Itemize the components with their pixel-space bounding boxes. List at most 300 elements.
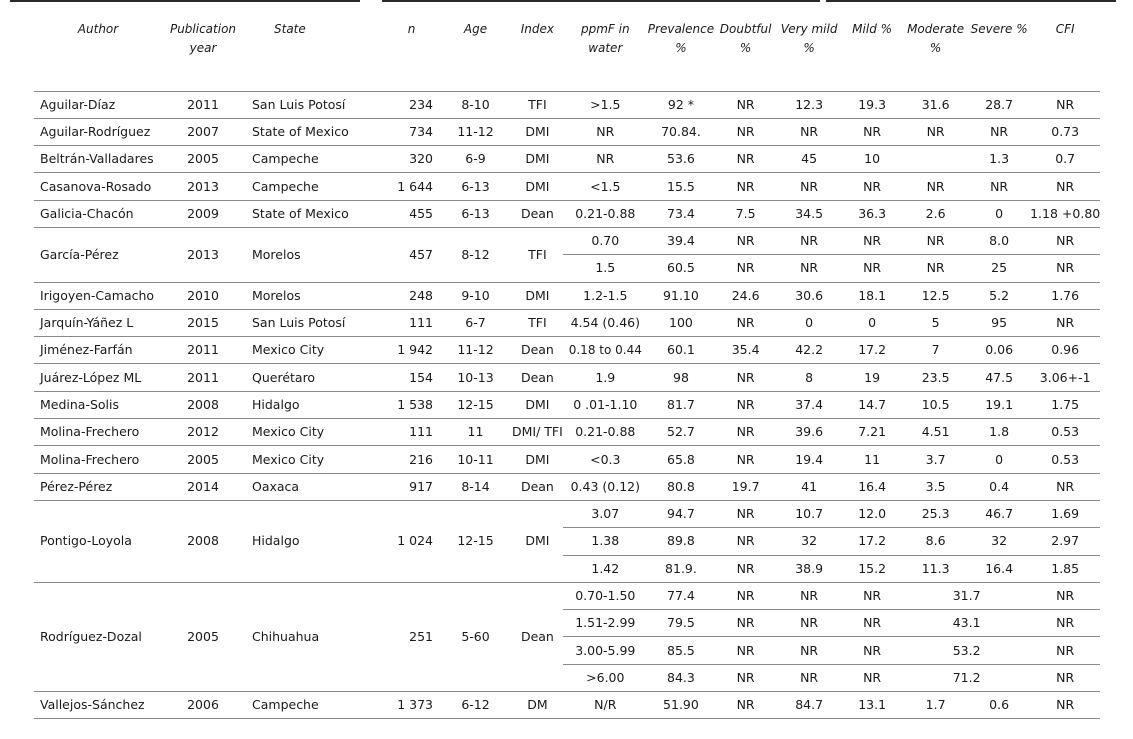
- cell-ppmf: 3.07: [563, 500, 648, 527]
- cell-age: 5-60: [439, 582, 512, 691]
- cell-state: Chihuahua: [244, 582, 384, 691]
- cell-very-mild: NR: [777, 637, 841, 664]
- cell-ppmf: 3.00-5.99: [563, 637, 648, 664]
- cell-prevalence: 52.7: [648, 419, 714, 446]
- cell-n: 251: [384, 582, 439, 691]
- cell-severe: 0.06: [968, 337, 1030, 364]
- cell-prevalence: 92 *: [648, 91, 714, 118]
- cell-cfi: 2.97: [1030, 528, 1100, 555]
- cell-state: San Luis Potosí: [244, 309, 384, 336]
- cell-moderate-severe: 71.2: [903, 664, 1030, 691]
- cell-ppmf: <1.5: [563, 173, 648, 200]
- cell-state: Mexico City: [244, 337, 384, 364]
- cell-mild: 16.4: [841, 473, 903, 500]
- cell-moderate: 23.5: [903, 364, 968, 391]
- cell-age: 10-11: [439, 446, 512, 473]
- cell-year: 2005: [162, 446, 244, 473]
- cell-state: State of Mexico: [244, 200, 384, 227]
- cell-author: Beltrán-Valladares: [34, 146, 162, 173]
- header-very-mild: Very mild %: [780, 22, 838, 55]
- cell-ppmf: NR: [563, 146, 648, 173]
- cell-cfi: NR: [1030, 582, 1100, 609]
- cell-prevalence: 100: [648, 309, 714, 336]
- header-ppmf: ppmF in water: [581, 22, 630, 55]
- cell-moderate: 5: [903, 309, 968, 336]
- table-row: [34, 364, 1100, 391]
- cell-author: Casanova-Rosado: [34, 173, 162, 200]
- cell-n: 248: [384, 282, 439, 309]
- cell-cfi: NR: [1030, 473, 1100, 500]
- cell-index: DM: [512, 692, 563, 719]
- cell-very-mild: 38.9: [777, 555, 841, 582]
- cell-state: Hidalgo: [244, 500, 384, 582]
- cell-very-mild: 0: [777, 309, 841, 336]
- header-prevalence: Prevalence %: [647, 22, 715, 55]
- cell-doubtful: NR: [714, 255, 777, 282]
- cell-author: Aguilar-Rodríguez: [34, 118, 162, 145]
- cell-very-mild: NR: [777, 582, 841, 609]
- cell-prevalence: 79.5: [648, 610, 714, 637]
- header-doubtful: Doubtful %: [719, 22, 772, 55]
- cell-year: 2006: [162, 692, 244, 719]
- table-row: [34, 282, 1100, 309]
- cell-prevalence: 60.5: [648, 255, 714, 282]
- cell-severe: 0: [968, 200, 1030, 227]
- cell-moderate: 25.3: [903, 500, 968, 527]
- cell-ppmf: N/R: [563, 692, 648, 719]
- cell-moderate: NR: [903, 118, 968, 145]
- cell-very-mild: 8: [777, 364, 841, 391]
- cell-ppmf: <0.3: [563, 446, 648, 473]
- cell-state: San Luis Potosí: [244, 91, 384, 118]
- cell-ppmf: 1.9: [563, 364, 648, 391]
- cell-age: 11-12: [439, 337, 512, 364]
- cell-ppmf: 0.43 (0.12): [563, 473, 648, 500]
- cell-very-mild: 19.4: [777, 446, 841, 473]
- cell-author: Jiménez-Farfán: [34, 337, 162, 364]
- cell-very-mild: 10.7: [777, 500, 841, 527]
- table-row: [34, 309, 1100, 336]
- cell-state: Campeche: [244, 173, 384, 200]
- cell-prevalence: 15.5: [648, 173, 714, 200]
- cell-author: Rodríguez-Dozal: [34, 582, 162, 691]
- cell-prevalence: 53.6: [648, 146, 714, 173]
- cell-mild: 0: [841, 309, 903, 336]
- cell-cfi: NR: [1030, 91, 1100, 118]
- table-row: [34, 692, 1100, 719]
- cell-doubtful: NR: [714, 391, 777, 418]
- cell-very-mild: NR: [777, 173, 841, 200]
- table-row: [34, 500, 1100, 527]
- cell-prevalence: 94.7: [648, 500, 714, 527]
- cell-severe: 95: [968, 309, 1030, 336]
- header-row: [34, 10, 1100, 76]
- cell-mild: 14.7: [841, 391, 903, 418]
- cell-mild: NR: [841, 173, 903, 200]
- cell-doubtful: 35.4: [714, 337, 777, 364]
- cell-doubtful: NR: [714, 500, 777, 527]
- cell-year: 2005: [162, 146, 244, 173]
- cell-doubtful: NR: [714, 173, 777, 200]
- cell-doubtful: NR: [714, 309, 777, 336]
- cell-prevalence: 65.8: [648, 446, 714, 473]
- cell-index: DMI/ TFI: [512, 419, 563, 446]
- cell-prevalence: 91.10: [648, 282, 714, 309]
- cell-cfi: NR: [1030, 692, 1100, 719]
- header-cfi: CFI: [1055, 22, 1075, 36]
- table-body: [34, 76, 1100, 719]
- cell-prevalence: 80.8: [648, 473, 714, 500]
- cell-ppmf: 1.42: [563, 555, 648, 582]
- cell-ppmf: 0.70-1.50: [563, 582, 648, 609]
- cell-doubtful: 24.6: [714, 282, 777, 309]
- cell-author: García-Pérez: [34, 227, 162, 282]
- cell-age: 12-15: [439, 500, 512, 582]
- cell-very-mild: 12.3: [777, 91, 841, 118]
- cell-cfi: 1.75: [1030, 391, 1100, 418]
- cell-very-mild: 37.4: [777, 391, 841, 418]
- cell-index: Dean: [512, 582, 563, 691]
- cell-index: DMI: [512, 118, 563, 145]
- cell-moderate: NR: [903, 227, 968, 254]
- header-index: Index: [520, 22, 555, 36]
- cell-severe: 0.6: [968, 692, 1030, 719]
- cell-mild: NR: [841, 637, 903, 664]
- cell-severe: 1.3: [968, 146, 1030, 173]
- cell-year: 2014: [162, 473, 244, 500]
- cell-n: 1 373: [384, 692, 439, 719]
- cell-prevalence: 89.8: [648, 528, 714, 555]
- cell-doubtful: 7.5: [714, 200, 777, 227]
- cell-doubtful: NR: [714, 664, 777, 691]
- cell-cfi: 0.96: [1030, 337, 1100, 364]
- cell-mild: NR: [841, 227, 903, 254]
- cell-index: DMI: [512, 282, 563, 309]
- cell-prevalence: 84.3: [648, 664, 714, 691]
- cell-age: 12-15: [439, 391, 512, 418]
- cell-state: Mexico City: [244, 446, 384, 473]
- cell-index: TFI: [512, 227, 563, 282]
- cell-cfi: 3.06+-1: [1030, 364, 1100, 391]
- cell-moderate-severe: 53.2: [903, 637, 1030, 664]
- cell-mild: 7.21: [841, 419, 903, 446]
- cell-cfi: NR: [1030, 255, 1100, 282]
- spacer-row: [34, 76, 1100, 91]
- cell-very-mild: 39.6: [777, 419, 841, 446]
- cell-severe: NR: [968, 118, 1030, 145]
- cell-index: DMI: [512, 446, 563, 473]
- cell-age: 6-13: [439, 200, 512, 227]
- cell-ppmf: 1.5: [563, 255, 648, 282]
- cell-severe: 5.2: [968, 282, 1030, 309]
- cell-doubtful: NR: [714, 692, 777, 719]
- table-row: [34, 173, 1100, 200]
- cell-age: 6-13: [439, 173, 512, 200]
- cell-very-mild: NR: [777, 610, 841, 637]
- cell-severe: 28.7: [968, 91, 1030, 118]
- cell-moderate: 11.3: [903, 555, 968, 582]
- cell-doubtful: NR: [714, 528, 777, 555]
- cell-index: Dean: [512, 337, 563, 364]
- cell-author: Irigoyen-Camacho: [34, 282, 162, 309]
- cell-ppmf: >1.5: [563, 91, 648, 118]
- cell-age: 11: [439, 419, 512, 446]
- cell-age: 9-10: [439, 282, 512, 309]
- cell-index: Dean: [512, 200, 563, 227]
- cell-mild: 10: [841, 146, 903, 173]
- table-row: [34, 337, 1100, 364]
- cell-author: Juárez-López ML: [34, 364, 162, 391]
- header-author: Author: [77, 22, 119, 36]
- cell-author: Medina-Solis: [34, 391, 162, 418]
- cell-author: Vallejos-Sánchez: [34, 692, 162, 719]
- cell-severe: 47.5: [968, 364, 1030, 391]
- cell-ppmf: 4.54 (0.46): [563, 309, 648, 336]
- cell-doubtful: NR: [714, 364, 777, 391]
- cell-index: TFI: [512, 309, 563, 336]
- cell-age: 6-12: [439, 692, 512, 719]
- cell-ppmf: 1.2-1.5: [563, 282, 648, 309]
- cell-n: 1 538: [384, 391, 439, 418]
- cell-severe: 0.4: [968, 473, 1030, 500]
- cell-very-mild: NR: [777, 255, 841, 282]
- cell-year: 2013: [162, 173, 244, 200]
- cell-prevalence: 85.5: [648, 637, 714, 664]
- cell-mild: NR: [841, 582, 903, 609]
- cell-moderate: NR: [903, 255, 968, 282]
- cell-mild: 17.2: [841, 528, 903, 555]
- cell-moderate: 3.7: [903, 446, 968, 473]
- cell-severe: 8.0: [968, 227, 1030, 254]
- cell-prevalence: 51.90: [648, 692, 714, 719]
- cell-doubtful: NR: [714, 227, 777, 254]
- cell-doubtful: NR: [714, 146, 777, 173]
- cell-moderate-severe: 31.7: [903, 582, 1030, 609]
- cell-severe: 46.7: [968, 500, 1030, 527]
- cell-cfi: 0.53: [1030, 446, 1100, 473]
- cell-cfi: 0.53: [1030, 419, 1100, 446]
- cell-cfi: 1.69: [1030, 500, 1100, 527]
- top-rule: [0, 0, 1133, 3]
- cell-index: DMI: [512, 391, 563, 418]
- cell-mild: 17.2: [841, 337, 903, 364]
- cell-year: 2011: [162, 91, 244, 118]
- cell-author: Molina-Frechero: [34, 419, 162, 446]
- cell-ppmf: 0.21-0.88: [563, 419, 648, 446]
- cell-mild: 36.3: [841, 200, 903, 227]
- cell-n: 320: [384, 146, 439, 173]
- cell-doubtful: NR: [714, 91, 777, 118]
- cell-state: Mexico City: [244, 419, 384, 446]
- cell-year: 2013: [162, 227, 244, 282]
- cell-very-mild: 30.6: [777, 282, 841, 309]
- cell-very-mild: NR: [777, 664, 841, 691]
- cell-author: Galicia-Chacón: [34, 200, 162, 227]
- cell-very-mild: 32: [777, 528, 841, 555]
- cell-index: TFI: [512, 91, 563, 118]
- cell-cfi: NR: [1030, 227, 1100, 254]
- cell-very-mild: 84.7: [777, 692, 841, 719]
- cell-very-mild: 45: [777, 146, 841, 173]
- cell-ppmf: 0 .01-1.10: [563, 391, 648, 418]
- cell-index: DMI: [512, 173, 563, 200]
- data-table: [34, 10, 1100, 719]
- cell-moderate: 31.6: [903, 91, 968, 118]
- cell-prevalence: 39.4: [648, 227, 714, 254]
- cell-age: 11-12: [439, 118, 512, 145]
- cell-state: Oaxaca: [244, 473, 384, 500]
- cell-severe: 32: [968, 528, 1030, 555]
- cell-very-mild: 34.5: [777, 200, 841, 227]
- cell-severe: 1.8: [968, 419, 1030, 446]
- cell-very-mild: NR: [777, 118, 841, 145]
- cell-cfi: NR: [1030, 637, 1100, 664]
- cell-age: 6-9: [439, 146, 512, 173]
- table-row: [34, 200, 1100, 227]
- header-publication-year: Publication year: [169, 22, 237, 55]
- cell-n: 457: [384, 227, 439, 282]
- header-severe: Severe %: [970, 22, 1028, 36]
- cell-n: 917: [384, 473, 439, 500]
- cell-state: Querétaro: [244, 364, 384, 391]
- cell-cfi: 1.76: [1030, 282, 1100, 309]
- cell-index: Dean: [512, 473, 563, 500]
- cell-n: 111: [384, 309, 439, 336]
- cell-cfi: NR: [1030, 173, 1100, 200]
- table-row: [34, 582, 1100, 609]
- cell-moderate: NR: [903, 173, 968, 200]
- cell-moderate-severe: 43.1: [903, 610, 1030, 637]
- cell-cfi: 1.18 +0.80: [1030, 200, 1100, 227]
- header-moderate: Moderate %: [907, 22, 965, 55]
- cell-author: Jarquín-Yáñez L: [34, 309, 162, 336]
- cell-year: 2008: [162, 391, 244, 418]
- cell-n: 1 644: [384, 173, 439, 200]
- cell-state: State of Mexico: [244, 118, 384, 145]
- cell-cfi: NR: [1030, 664, 1100, 691]
- cell-moderate: 10.5: [903, 391, 968, 418]
- cell-prevalence: 60.1: [648, 337, 714, 364]
- cell-cfi: 0.7: [1030, 146, 1100, 173]
- cell-state: Morelos: [244, 282, 384, 309]
- cell-very-mild: 42.2: [777, 337, 841, 364]
- table-row: [34, 146, 1100, 173]
- cell-moderate: 4.51: [903, 419, 968, 446]
- cell-ppmf: 0.21-0.88: [563, 200, 648, 227]
- cell-doubtful: NR: [714, 582, 777, 609]
- cell-year: 2012: [162, 419, 244, 446]
- header-mild: Mild %: [852, 22, 893, 36]
- cell-n: 455: [384, 200, 439, 227]
- cell-mild: NR: [841, 255, 903, 282]
- cell-author: Pontigo-Loyola: [34, 500, 162, 582]
- cell-index: DMI: [512, 146, 563, 173]
- cell-state: Hidalgo: [244, 391, 384, 418]
- cell-cfi: 1.85: [1030, 555, 1100, 582]
- cell-doubtful: NR: [714, 446, 777, 473]
- table-row: [34, 227, 1100, 254]
- cell-mild: 11: [841, 446, 903, 473]
- cell-year: 2015: [162, 309, 244, 336]
- cell-cfi: NR: [1030, 610, 1100, 637]
- cell-severe: NR: [968, 173, 1030, 200]
- cell-doubtful: NR: [714, 610, 777, 637]
- cell-age: 8-12: [439, 227, 512, 282]
- cell-n: 111: [384, 419, 439, 446]
- cell-state: Campeche: [244, 692, 384, 719]
- cell-author: Pérez-Pérez: [34, 473, 162, 500]
- cell-age: 8-14: [439, 473, 512, 500]
- cell-index: Dean: [512, 364, 563, 391]
- table-row: [34, 391, 1100, 418]
- cell-year: 2009: [162, 200, 244, 227]
- cell-moderate: [903, 146, 968, 173]
- header-state: State: [274, 22, 306, 36]
- cell-year: 2010: [162, 282, 244, 309]
- cell-n: 154: [384, 364, 439, 391]
- cell-n: 234: [384, 91, 439, 118]
- cell-mild: NR: [841, 664, 903, 691]
- cell-state: Morelos: [244, 227, 384, 282]
- cell-moderate: 8.6: [903, 528, 968, 555]
- cell-prevalence: 70.84.: [648, 118, 714, 145]
- header-age: Age: [463, 22, 488, 36]
- cell-year: 2007: [162, 118, 244, 145]
- cell-doubtful: 19.7: [714, 473, 777, 500]
- cell-cfi: 0.73: [1030, 118, 1100, 145]
- cell-mild: 18.1: [841, 282, 903, 309]
- cell-age: 8-10: [439, 91, 512, 118]
- table-row: [34, 473, 1100, 500]
- cell-severe: 19.1: [968, 391, 1030, 418]
- cell-mild: 19: [841, 364, 903, 391]
- cell-prevalence: 98: [648, 364, 714, 391]
- cell-author: Aguilar-Díaz: [34, 91, 162, 118]
- cell-index: DMI: [512, 500, 563, 582]
- cell-age: 10-13: [439, 364, 512, 391]
- cell-moderate: 2.6: [903, 200, 968, 227]
- cell-ppmf: 0.70: [563, 227, 648, 254]
- cell-state: Campeche: [244, 146, 384, 173]
- cell-doubtful: NR: [714, 419, 777, 446]
- cell-year: 2011: [162, 337, 244, 364]
- cell-ppmf: NR: [563, 118, 648, 145]
- cell-doubtful: NR: [714, 637, 777, 664]
- cell-severe: 0: [968, 446, 1030, 473]
- cell-mild: 13.1: [841, 692, 903, 719]
- table-row: [34, 118, 1100, 145]
- cell-prevalence: 77.4: [648, 582, 714, 609]
- cell-doubtful: NR: [714, 555, 777, 582]
- cell-severe: 16.4: [968, 555, 1030, 582]
- cell-moderate: 7: [903, 337, 968, 364]
- cell-ppmf: 1.51-2.99: [563, 610, 648, 637]
- table-row: [34, 419, 1100, 446]
- cell-prevalence: 81.7: [648, 391, 714, 418]
- cell-mild: 12.0: [841, 500, 903, 527]
- table-row: [34, 91, 1100, 118]
- cell-very-mild: NR: [777, 227, 841, 254]
- cell-author: Molina-Frechero: [34, 446, 162, 473]
- cell-mild: 15.2: [841, 555, 903, 582]
- cell-ppmf: 1.38: [563, 528, 648, 555]
- cell-year: 2005: [162, 582, 244, 691]
- cell-prevalence: 81.9.: [648, 555, 714, 582]
- cell-n: 216: [384, 446, 439, 473]
- cell-age: 6-7: [439, 309, 512, 336]
- cell-n: 1 942: [384, 337, 439, 364]
- cell-n: 734: [384, 118, 439, 145]
